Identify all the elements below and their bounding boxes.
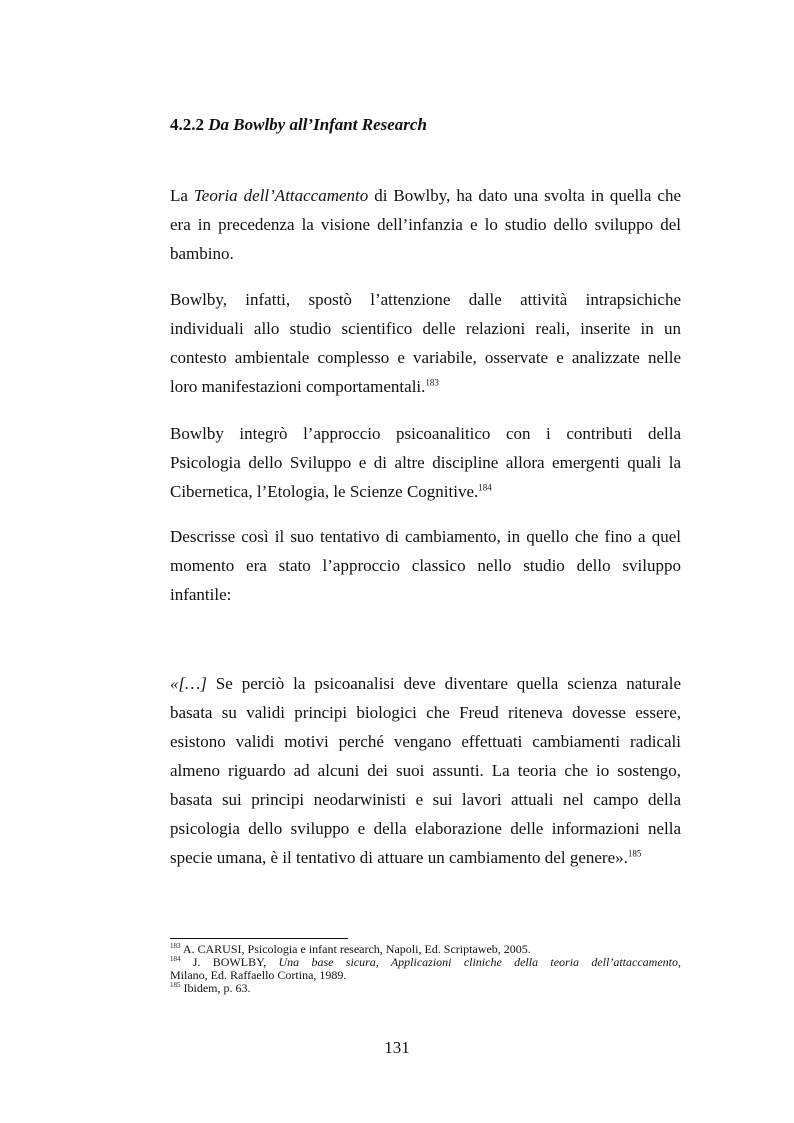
paragraph-line: infantile: — [170, 585, 232, 604]
paragraph-line: individuali allo studio scientifico delle relazioni reali, inserite in un — [170, 319, 681, 338]
italic-title: Teoria dell’Attaccamento — [193, 186, 369, 205]
paragraph-line: era in precedenza la visione dell’infanzia e lo studio dello sviluppo del — [170, 215, 681, 234]
footnote-separator — [170, 938, 348, 939]
paragraph-line: La Teoria dell’Attaccamento di Bowlby, ha dato una svolta in quella che — [170, 186, 682, 205]
paragraph-1 — [170, 181, 681, 268]
paragraph-line: Psicologia dello Sviluppo e di altre discipline allora emergenti quali la — [170, 453, 681, 472]
quote-ellipsis: «[…] — [170, 674, 207, 693]
paragraph-line: Bowlby integrò l’approccio psicoanalitico con i contributi della — [170, 424, 681, 443]
footnote-number: 185 — [170, 981, 181, 989]
section-heading — [170, 115, 427, 135]
paragraph-3 — [170, 419, 681, 506]
quote-line: almeno riguardo ad alcuni dei suoi assunti. La teoria che io sostengo, — [170, 761, 681, 780]
paragraph-2 — [170, 285, 681, 401]
paragraph-4 — [170, 522, 681, 609]
footnotes — [170, 943, 681, 995]
footnote-184: $^{184}$ J. BOWLBY, Una base sicura, Applicazioni cliniche della teoria dell’attaccamento, — [170, 955, 681, 969]
footnote-ref-183[interactable]: 183 — [425, 377, 439, 388]
paragraph-line: contesto ambientale complesso e variabile, osservate e analizzate nelle — [170, 348, 681, 367]
paragraph-line: momento era stato l’approccio classico nello studio dello sviluppo — [170, 556, 681, 575]
block-quote — [170, 669, 681, 872]
footnote-number: 184 — [170, 955, 181, 963]
paragraph-line: loro manifestazioni comportamentali.$^{183}$ — [170, 377, 439, 396]
quote-line: esistono validi motivi perché vengano effettuati cambiamenti radicali — [170, 732, 681, 751]
paragraph-line: Descrisse così il suo tentativo di cambiamento, in quello che fino a quel — [170, 527, 681, 546]
paragraph-line: Cibernetica, l’Etologia, le Scienze Cognitive.$^{184}$ — [170, 482, 492, 501]
quote-line: basata sui principi neodarwinisti e sui lavori attuali nel campo della — [170, 790, 681, 809]
footnote-ref-184[interactable]: 184 — [478, 482, 492, 493]
footnote-184-continued: Milano, Ed. Raffaello Cortina, 1989. — [170, 968, 347, 982]
footnote-183: $^{183}$ A. CARUSI, Psicologia e infant research, Napoli, Ed. Scriptaweb, 2005. — [170, 942, 531, 956]
quote-line: specie umana, è il tentativo di attuare un cambiamento del genere».$^{185}$ — [170, 848, 642, 867]
section-title: Da Bowlby all’Infant Research — [208, 115, 427, 134]
paragraph-line: bambino. — [170, 244, 234, 263]
quote-line: psicologia dello sviluppo e della elaborazione delle informazioni nella — [170, 819, 681, 838]
footnote-number: 183 — [170, 942, 181, 950]
footnote-ref-185[interactable]: 185 — [627, 848, 642, 859]
quote-line: «[…] Se perciò la psicoanalisi deve diventare quella scienza naturale — [170, 674, 681, 693]
footnote-185: $^{185}$ Ibidem, p. 63. — [170, 981, 251, 995]
book-title: Una base sicura, Applicazioni cliniche della teoria dell’attaccamento — [278, 955, 678, 969]
quote-line: basata su validi principi biologici che Freud riteneva dovesse essere, — [170, 703, 681, 722]
paragraph-line: Bowlby, infatti, spostò l’attenzione dalle attività intrapsichiche — [170, 290, 681, 309]
page-number: 131 — [384, 1038, 410, 1057]
section-number: 4.2.2 — [170, 115, 204, 134]
